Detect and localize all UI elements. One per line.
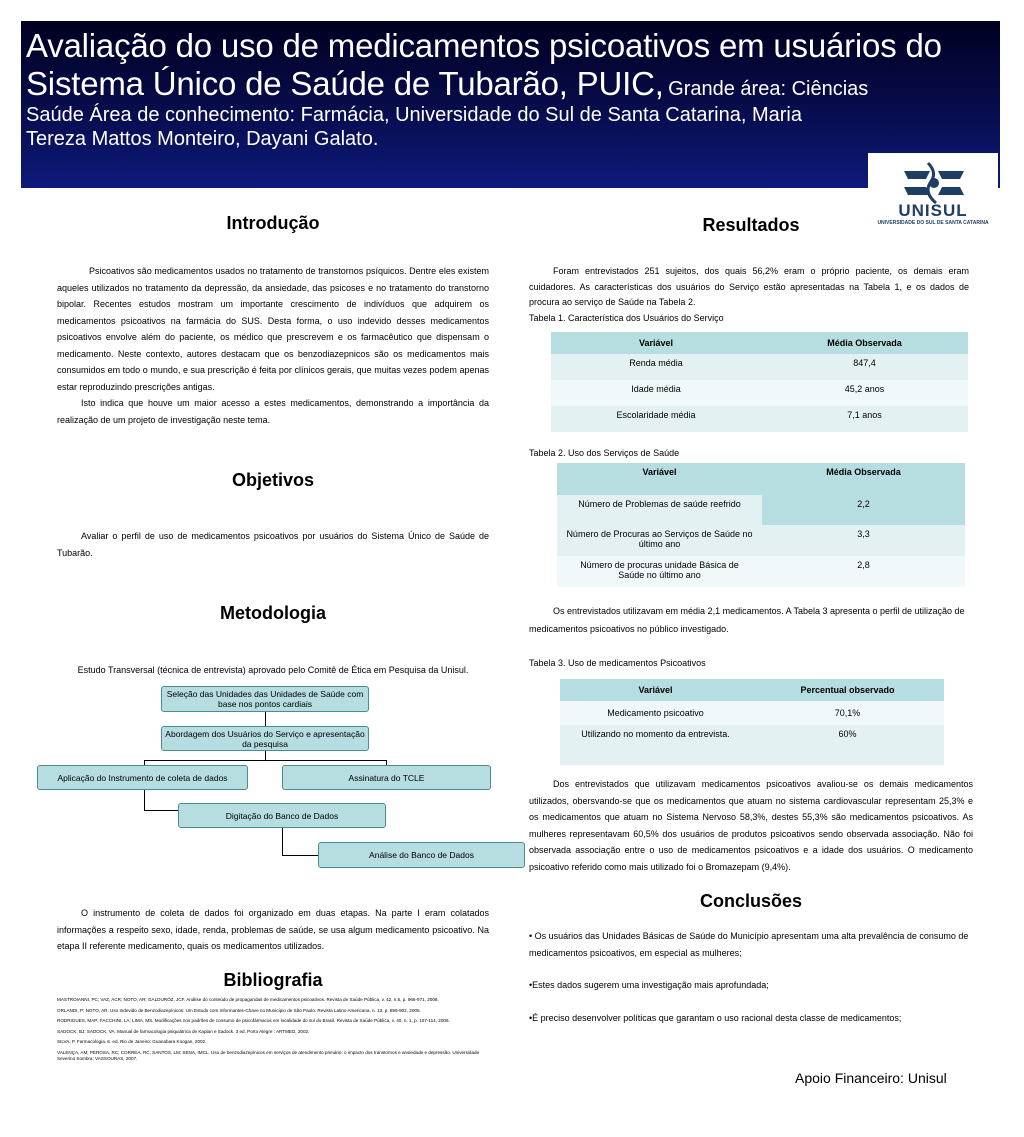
table-row xyxy=(551,354,968,380)
flow-connector xyxy=(282,828,283,855)
table1 xyxy=(551,332,968,432)
flow-connector xyxy=(144,760,387,761)
flow-box-tcle: Assinatura do TCLE xyxy=(282,765,491,790)
bibliografia-heading: Bibliografia xyxy=(223,970,323,990)
bib-ref: SADOCK, BJ; SADOCK, VA. Manual de farmacologia psiquiátrica de Kaplan e Sadock. 3 ed. Porto Alegre : ARTMED, 2002. xyxy=(57,1028,310,1034)
poster-title: Avaliação do uso de medicamentos psicoativos em usuários do Sistema Único de Saúde de Tubarão, PUIC, xyxy=(26,27,942,102)
resultados-intro-p: Foram entrevistados 251 sujeitos, dos quais 56,2% eram o próprio paciente, os demais eram cuidadores. As características dos usuários do Serviço estão apresentadas na Tabela 1, e os dados de procura ao serviço de Saúde na Tabela 2. xyxy=(529,266,969,307)
flow-box-digitacao: Digitação do Banco de Dados xyxy=(178,803,386,828)
poster-area: Grande área: Ciências xyxy=(668,78,869,100)
table3-header-variavel: Variável xyxy=(560,679,751,701)
metodologia-after xyxy=(57,905,489,955)
table-cell: Utilizando no momento da entrevista. xyxy=(560,725,751,765)
logo-subtitle: UNIVERSIDADE DO SUL DE SANTA CATARINA xyxy=(877,220,989,226)
unisul-emblem-icon xyxy=(868,155,998,205)
table1-caption: Tabela 1. Característica dos Usuários do Serviço xyxy=(529,313,724,323)
bib-ref: MASTROIANNI, PC; VAZ, ACR; NOTO, AR; GALDURÓZ, JCF. Análise do conteúdo de propagandas de medicamentos psicoativos. Revista de Saúde Pública, v. 42, n.5, p. 966-971, 2008. xyxy=(57,997,439,1002)
table-cell: Número de Procuras ao Serviços de Saúde no último ano xyxy=(557,525,762,556)
table-cell: 45,2 anos xyxy=(761,380,968,406)
bib-ref: SILVA, P. Farmacologia. 6. ed. Rio de Janeiro: Guanabara Koogan, 2002. xyxy=(57,1039,207,1044)
introducao-p2: Isto indica que houve um maior acesso a estes medicamentos, demonstrando a importância da realização de um projeto de investigação neste tema. xyxy=(57,398,489,425)
table-cell: Idade média xyxy=(551,380,761,406)
conclusoes-heading: Conclusões xyxy=(699,891,803,911)
table-row xyxy=(557,556,965,587)
table-cell: 847,4 xyxy=(761,354,968,380)
flow-connector xyxy=(144,790,145,810)
introducao-heading: Introdução xyxy=(226,213,320,233)
objetivos-text xyxy=(57,528,489,561)
introducao-p1: Psicoativos são medicamentos usados no tratamento de transtornos psíquicos. Dentre eles existem aqueles utilizados no tratamento da depressão, da ansiedade, das psicoses e no tratamento do transtorno bipolar. Recentes estudos mostram um importante crescimento de indivíduos que adquirem os medicamentos psicoativos na farmácia do SUS. Desta forma, o uso indevido desses medicamentos psicoativos envolve além do paciente, os médico que prescrevem e os farmacêutico que dispensam o medicamento. Neste contexto, autores destacam que os benzodiazepnicos são os medicamentos mais consumidos em todo o mundo, e sua prescrição é feita por clínicos gerais, que muitas vezes podem apenas estar reproduzindo prescrições antigas. xyxy=(57,266,489,392)
table-cell: 2,2 xyxy=(762,495,965,525)
table-row xyxy=(557,525,965,556)
metodologia-intro: Estudo Transversal (técnica de entrevista) aprovado pelo Comitê de Ética em Pesquisa da Unisul. xyxy=(77,665,469,675)
objetivos-p: Avaliar o perfil de uso de medicamentos psicoativos por usuários do Sistema Único de Saúde de Tubarão. xyxy=(57,531,489,558)
metodologia-after-p: O instrumento de coleta de dados foi organizado em duas etapas. Na parte I eram colatados informações a respeito sexo, idade, renda, problemas de saúde, se usa algum medicamento psicoativo. Na etapa II referente medicamento, quais os medicamentos utilizados. xyxy=(57,908,489,951)
list-item: • Os usuários das Unidades Básicas de Saúde do Município apresentam uma alta prevalência de consumo de medicamentos psicoativos, em especial as mulheres; xyxy=(529,931,969,958)
metodologia-heading: Metodologia xyxy=(220,603,326,623)
objetivos-heading: Objetivos xyxy=(231,470,315,490)
table-cell: 3,3 xyxy=(762,525,965,556)
flow-box-analise: Análise do Banco de Dados xyxy=(318,842,525,868)
flow-box-abordagem: Abordagem dos Usuários do Serviço e apresentação da pesquisa xyxy=(161,726,369,751)
bib-ref: ORLANDI, P; NOTO, AR. Uso Indevido de Benzodiazepínicos: Um Estudo com Informantes-Chave no Município de São Paulo. Revista Latino Americana, n. 13, p. 896-902, 2005. xyxy=(57,1007,421,1013)
resultados-after-p: Dos entrevistados que utilizavam medicamentos psicoativos avaliou-se os demais medicamentos utilizados, obersvando-se que os medicamentos que atuam no sistema cardiovascular representam 25,3% e os medicamentos que atuam no Sistema Nervoso 58,3%, destes 55,3% são medicamentos psicoativos. As mulheres representavam 60,5% dos usuários de produtos psicoativos sendo observada associação. Não foi observada associação entre o uso de medicamentos psicoativos e a idade dos usuários. O medicamento psicoativo referido como mais utilizado foi o Bromazepam (9,4%). xyxy=(529,779,973,872)
apoio-financeiro: Apoio Financeiro: Unisul xyxy=(795,1070,947,1086)
bib-ref: RODRIGUES, MAP; FACCHINI, LA; LIMA, MS. Modificações nos padrões de consumo de psicofármacos em localidade do sul do Brasil. Revista de Saúde Pública, v. 40, n. 1, p. 107-114, 2006. xyxy=(57,1018,450,1023)
conclusoes-list xyxy=(529,928,974,1042)
table3-caption: Tabela 3. Uso de medicamentos Psicoativos xyxy=(529,658,706,668)
table-cell: 2,8 xyxy=(762,556,965,587)
flow-box-aplicacao: Aplicação do Instrumento de coleta de dados xyxy=(37,765,248,790)
table1-header-variavel: Variável xyxy=(551,332,761,354)
bibliografia-list xyxy=(57,997,489,1066)
table-row xyxy=(551,406,968,432)
table3-header-percentual: Percentual observado xyxy=(751,679,944,701)
logo-name: UNISUL xyxy=(898,201,968,220)
table-cell: Renda média xyxy=(551,354,761,380)
bib-ref: VALENÇA, AM; PEROSA, RC; CORREA, RC; SANTOS, LM; SENA, IMCL. Uso de benzodiazepínicos em serviços de atendimento primário: o impacto dos transtornos e ansiedade e depressão. Universidade Severino Sombra; VASSOURAS, 2007. xyxy=(57,1049,480,1061)
flow-connector xyxy=(265,751,266,760)
flow-connector xyxy=(282,855,318,856)
table-cell: Número de procuras unidade Básica de Saúde no último ano xyxy=(557,556,762,587)
table2-header-media: Média Observada xyxy=(762,463,965,495)
table-cell: Escolaridade média xyxy=(551,406,761,432)
resultados-intro xyxy=(529,264,969,311)
table-cell: 70,1% xyxy=(751,701,944,725)
table-cell: Medicamento psicoativo xyxy=(560,701,751,725)
poster-header xyxy=(21,21,1000,188)
table-cell: Número de Problemas de saúde reefrido xyxy=(557,495,762,525)
poster-affiliation: Saúde Área de conhecimento: Farmácia, Universidade do Sul de Santa Catarina, Maria Tereza Mattos Monteiro, Dayani Galato. xyxy=(26,104,802,150)
flow-box-selecao: Seleção das Unidades das Unidades de Saúde com base nos pontos cardiais xyxy=(161,686,369,712)
table-row xyxy=(557,495,965,525)
resultados-heading: Resultados xyxy=(702,215,800,235)
table1-header-media: Média Observada xyxy=(761,332,968,354)
resultados-mid xyxy=(529,602,969,638)
table3 xyxy=(560,679,944,765)
table-row xyxy=(560,725,944,765)
list-item: •Estes dados sugerem uma investigação mais aprofundada; xyxy=(529,980,769,990)
table-cell: 60% xyxy=(751,725,944,765)
list-item: •É preciso desenvolver políticas que garantam o uso racional desta classe de medicamentos; xyxy=(529,1012,902,1023)
introducao-text xyxy=(57,263,489,428)
table-cell: 7,1 anos xyxy=(761,406,968,432)
resultados-after xyxy=(529,776,973,875)
flow-connector xyxy=(144,810,178,811)
table-row xyxy=(560,701,944,725)
unisul-logo xyxy=(868,153,998,231)
table2 xyxy=(557,463,965,587)
table-row xyxy=(551,380,968,406)
resultados-mid-p: Os entrevistados utilizavam em média 2,1 medicamentos. A Tabela 3 apresenta o perfil de utilização de medicamentos psicoativos no público investigado. xyxy=(529,606,965,634)
table2-header-variavel: Variável xyxy=(557,463,762,495)
flow-connector xyxy=(265,712,266,726)
table2-caption: Tabela 2. Uso dos Serviços de Saúde xyxy=(529,448,680,458)
